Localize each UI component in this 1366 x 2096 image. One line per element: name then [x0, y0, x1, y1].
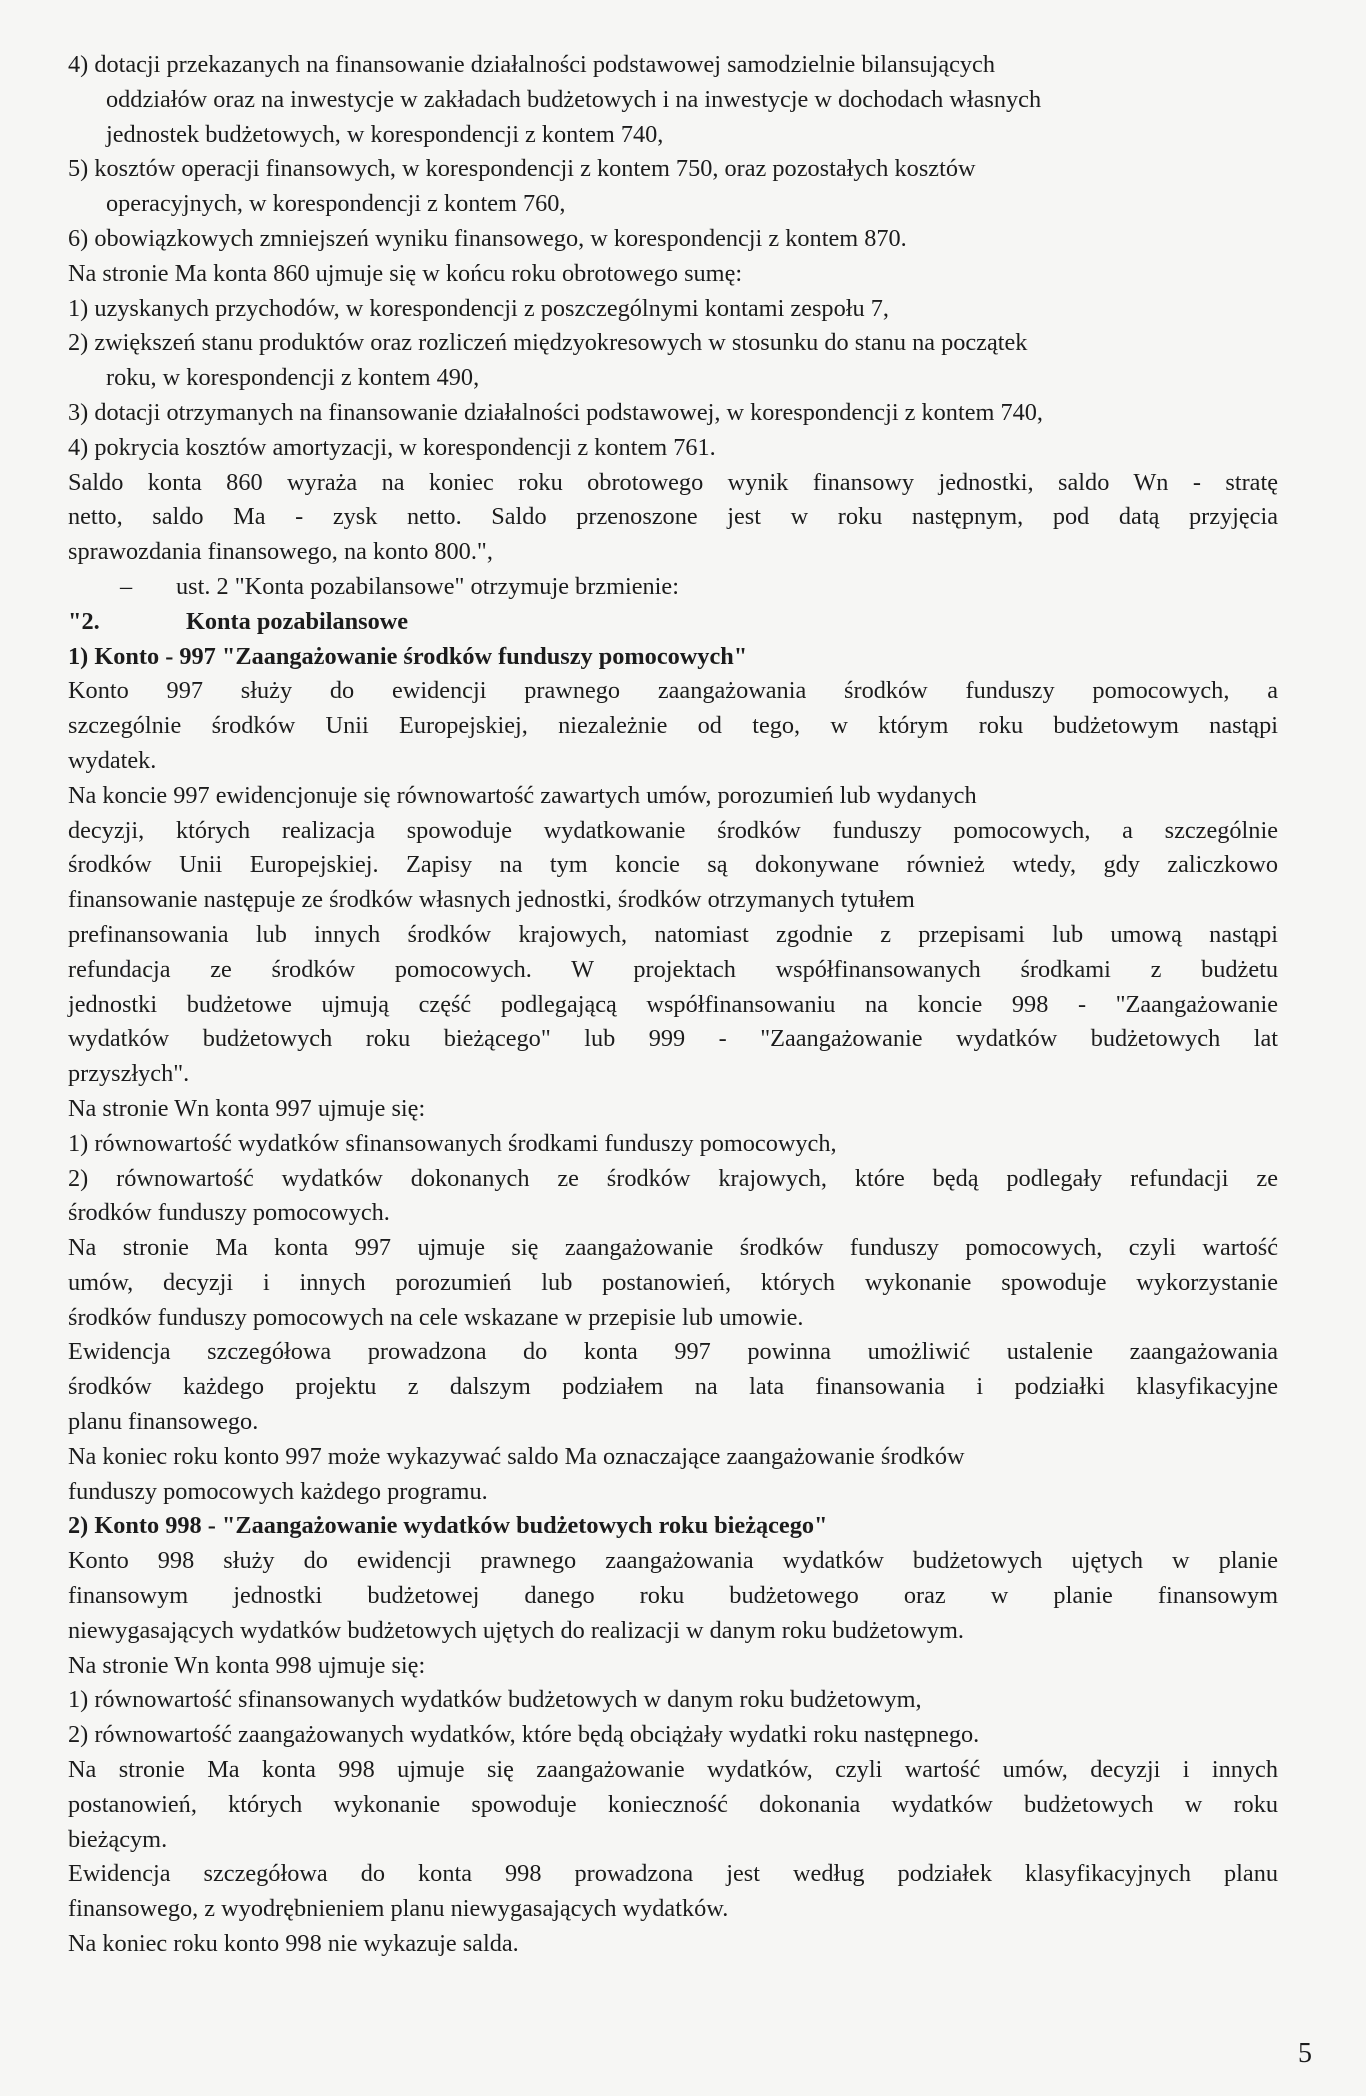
subsection-heading: 1) Konto - 997 "Zaangażowanie środków funduszy pomocowych" — [68, 642, 748, 670]
document-body — [68, 48, 1278, 1962]
text-line: 1) uzyskanych przychodów, w korespondencji z poszczególnymi kontami zespołu 7, — [68, 294, 889, 322]
dash-bullet: – — [120, 572, 133, 600]
page-number: 5 — [1298, 2038, 1312, 2069]
text-line: bieżącym. — [68, 1825, 168, 1853]
text-line: netto, saldo Ma - zysk netto. Saldo przenoszone jest w roku następnym, pod datą przyjęcia — [68, 503, 1278, 531]
text-line: planu finansowego. — [68, 1408, 259, 1436]
text-line: jednostki budżetowe ujmują część podlegającą współfinansowaniu na koncie 998 - "Zaangażowanie — [68, 990, 1278, 1018]
text-line: 5) kosztów operacji finansowych, w korespondencji z kontem 750, oraz pozostałych kosztów — [68, 155, 976, 183]
text-line: środków funduszy pomocowych. — [68, 1199, 390, 1227]
text-line: finansowanie następuje ze środków własnych jednostki, środków otrzymanych tytułem — [68, 886, 915, 914]
text-line: wydatek. — [68, 746, 157, 774]
text-line: oddziałów oraz na inwestycje w zakładach budżetowych i na inwestycje w dochodach własnych — [106, 85, 1042, 113]
text-line: przyszłych". — [68, 1060, 190, 1088]
text-line: Na stronie Wn konta 997 ujmuje się: — [68, 1094, 426, 1122]
text-line: 6) obowiązkowych zmniejszeń wyniku finansowego, w korespondencji z kontem 870. — [68, 224, 907, 252]
text-line: wydatków budżetowych roku bieżącego" lub 999 - "Zaangażowanie wydatków budżetowych lat — [68, 1025, 1278, 1053]
text-line: refundacja ze środków pomocowych. W projektach współfinansowanych środkami z budżetu — [68, 955, 1278, 983]
text-line: Na stronie Ma konta 998 ujmuje się zaangażowanie wydatków, czyli wartość umów, decyzji i innych — [68, 1756, 1278, 1784]
text-line: prefinansowania lub innych środków krajowych, natomiast zgodnie z przepisami lub umową nastąpi — [68, 920, 1278, 948]
text-span: ust. 2 "Konta pozabilansowe" otrzymuje brzmienie: — [176, 572, 679, 600]
section-heading — [68, 605, 1278, 640]
text-line: środków Unii Europejskiej. Zapisy na tym koncie są dokonywane również wtedy, gdy zaliczkowo — [68, 851, 1278, 879]
text-line: Na stronie Ma konta 997 ujmuje się zaangażowanie środków funduszy pomocowych, czyli wartość — [68, 1234, 1278, 1262]
text-line: niewygasających wydatków budżetowych ujętych do realizacji w danym roku budżetowym. — [68, 1616, 964, 1644]
text-line — [68, 570, 1278, 605]
text-line: Konto 997 służy do ewidencji prawnego zaangażowania środków funduszy pomocowych, a — [68, 677, 1278, 705]
text-line: 4) dotacji przekazanych na finansowanie działalności podstawowej samodzielnie bilansujących — [68, 51, 995, 78]
text-line: jednostek budżetowych, w korespondencji z kontem 740, — [106, 120, 664, 148]
text-line: funduszy pomocowych każdego programu. — [68, 1477, 488, 1505]
text-line: środków każdego projektu z dalszym podziałem na lata finansowania i podziałki klasyfikacyjne — [68, 1373, 1278, 1401]
subsection-heading: 2) Konto 998 - "Zaangażowanie wydatków budżetowych roku bieżącego" — [68, 1512, 828, 1540]
text-line: umów, decyzji i innych porozumień lub postanowień, których wykonanie spowoduje wykorzystanie — [68, 1268, 1278, 1296]
text-line: sprawozdania finansowego, na konto 800.", — [68, 538, 493, 566]
text-line: operacyjnych, w korespondencji z kontem 760, — [106, 190, 566, 218]
text-line: decyzji, których realizacja spowoduje wydatkowanie środków funduszy pomocowych, a szczególnie — [68, 816, 1278, 844]
text-line: Na koniec roku konto 998 nie wykazuje salda. — [68, 1930, 519, 1958]
text-line: środków funduszy pomocowych na cele wskazane w przepisie lub umowie. — [68, 1303, 804, 1331]
text-line: Na stronie Wn konta 998 ujmuje się: — [68, 1651, 426, 1679]
text-line: postanowień, których wykonanie spowoduje konieczność dokonania wydatków budżetowych w roku — [68, 1790, 1278, 1818]
text-line: finansowego, z wyodrębnieniem planu niewygasających wydatków. — [68, 1895, 729, 1923]
text-line: Na koncie 997 ewidencjonuje się równowartość zawartych umów, porozumień lub wydanych — [68, 781, 977, 809]
section-title: Konta pozabilansowe — [186, 607, 409, 635]
text-line: finansowym jednostki budżetowej danego roku budżetowego oraz w planie finansowym — [68, 1582, 1278, 1610]
section-number: "2. — [68, 607, 100, 635]
text-line: 3) dotacji otrzymanych na finansowanie działalności podstawowej, w korespondencji z kontem 740, — [68, 398, 1043, 426]
text-line: 1) równowartość sfinansowanych wydatków budżetowych w danym roku budżetowym, — [68, 1686, 922, 1714]
text-line: Ewidencja szczegółowa do konta 998 prowadzona jest według podziałek klasyfikacyjnych planu — [68, 1860, 1278, 1888]
text-line: 1) równowartość wydatków sfinansowanych środkami funduszy pomocowych, — [68, 1129, 837, 1157]
text-line: szczególnie środków Unii Europejskiej, niezależnie od tego, w którym roku budżetowym nastąpi — [68, 712, 1278, 740]
text-line: Konto 998 służy do ewidencji prawnego zaangażowania wydatków budżetowych ujętych w planie — [68, 1547, 1278, 1575]
text-line: 2) zwiększeń stanu produktów oraz rozliczeń międzyokresowych w stosunku do stanu na początek — [68, 329, 1028, 357]
text-line: Saldo konta 860 wyraża na koniec roku obrotowego wynik finansowy jednostki, saldo Wn - stratę — [68, 468, 1278, 496]
text-line: 4) pokrycia kosztów amortyzacji, w korespondencji z kontem 761. — [68, 433, 716, 461]
text-line: roku, w korespondencji z kontem 490, — [106, 364, 480, 392]
text-line: Na stronie Ma konta 860 ujmuje się w końcu roku obrotowego sumę: — [68, 259, 743, 287]
text-line: 2) równowartość wydatków dokonanych ze środków krajowych, które będą podlegały refundacji ze — [68, 1164, 1278, 1192]
text-line: Ewidencja szczegółowa prowadzona do konta 997 powinna umożliwić ustalenie zaangażowania — [68, 1338, 1278, 1366]
text-line: 2) równowartość zaangażowanych wydatków, które będą obciążały wydatki roku następnego. — [68, 1721, 980, 1749]
text-line: Na koniec roku konto 997 może wykazywać saldo Ma oznaczające zaangażowanie środków — [68, 1442, 965, 1470]
